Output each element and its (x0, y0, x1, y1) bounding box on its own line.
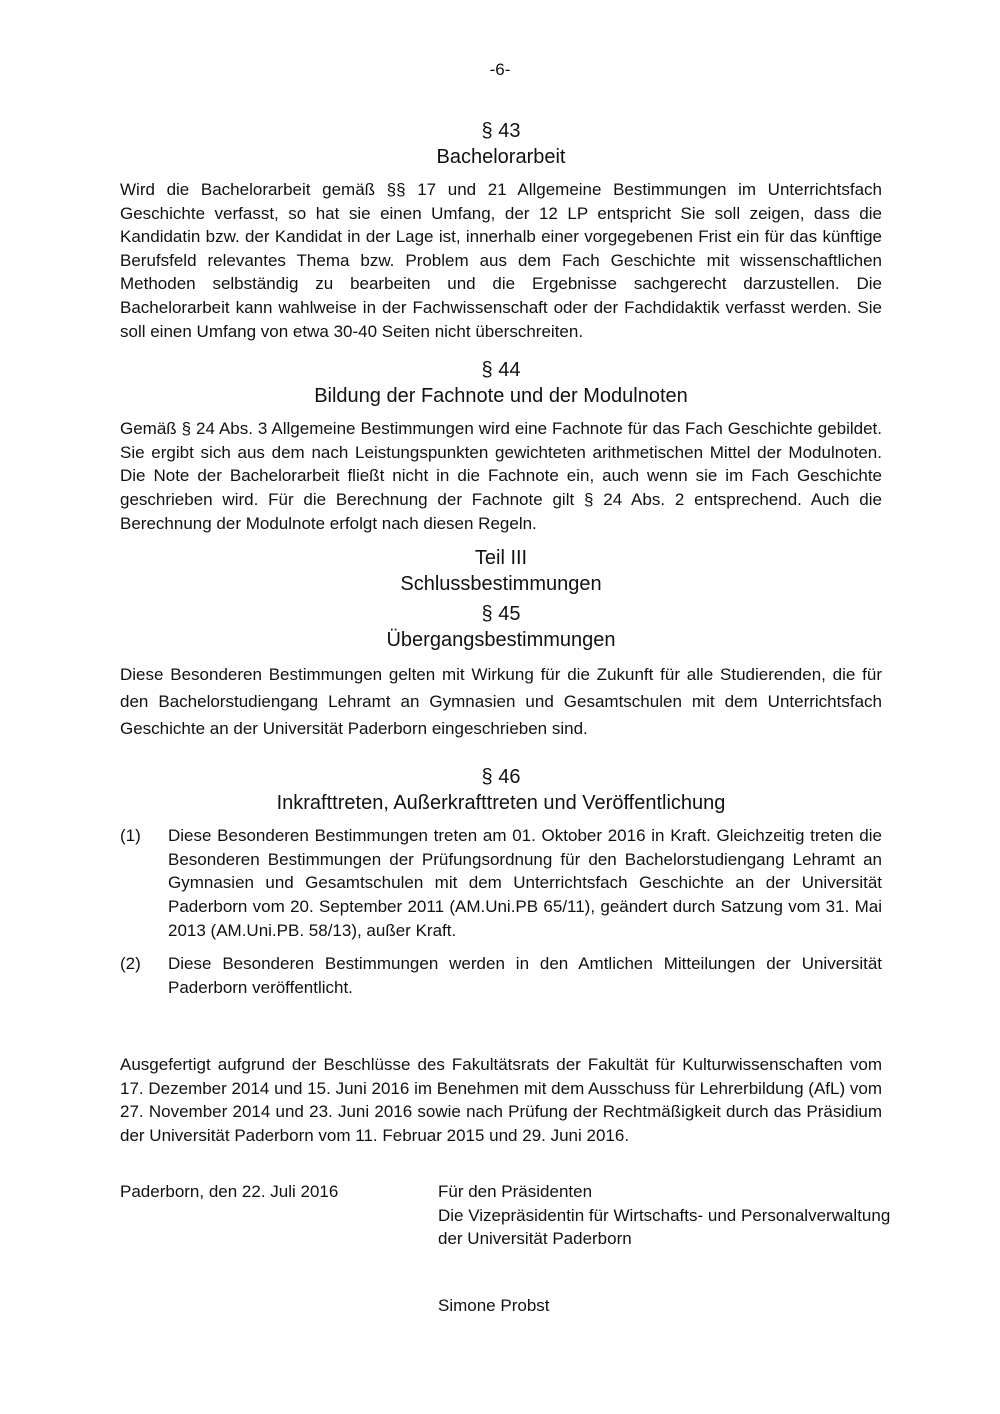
document-body (120, 118, 882, 1148)
item-marker: (2) (120, 954, 141, 974)
section-46-heading (120, 764, 882, 816)
section-45-title: Übergangsbestimmungen (386, 629, 616, 652)
section-44-heading (120, 357, 882, 409)
place-date: Paderborn, den 22. Juli 2016 (120, 1182, 339, 1201)
part-3-heading (120, 545, 882, 597)
section-46-number: § 46 (481, 766, 521, 789)
signatory-line-1: Für den Präsidenten (438, 1182, 593, 1201)
signatory-title (438, 1180, 898, 1251)
item-marker: (1) (120, 826, 141, 846)
section-46-title: Inkrafttreten, Außerkrafttreten und Veröffentlichung (276, 792, 726, 815)
signatory-line-3: der Universität Paderborn (438, 1229, 632, 1249)
signatory-name: Simone Probst (438, 1296, 550, 1315)
part-3-title: Schlussbestimmungen (400, 573, 602, 596)
section-43-heading (120, 118, 882, 170)
section-44-title: Bildung der Fachnote und der Modulnoten (314, 385, 688, 408)
section-46-item (120, 824, 882, 942)
page-number: -6- (489, 60, 511, 79)
section-43-number: § 43 (481, 120, 521, 142)
signatory-line-2: Die Vizepräsidentin für Wirtschafts- und Personalverwaltung (438, 1205, 891, 1225)
section-43-title: Bachelorarbeit (436, 146, 566, 168)
section-44-number: § 44 (481, 359, 521, 382)
item-text: Diese Besonderen Bestimmungen treten am 01. Oktober 2016 in Kraft. Gleichzeitig treten die Besonderen Bestimmungen der Prüfungsordnung für den Bachelorstudiengang Lehramt an Gymnasien und Gesamtschulen mit dem Unterrichtsfach Geschichte an der Universität Paderborn vom 20. September 2011 (AM.Uni.PB 65/11), geändert durch Satzung vom 31. Mai 2013 (AM.Uni.PB. 58/13), außer Kraft. (168, 826, 882, 940)
closing-text: Ausgefertigt aufgrund der Beschlüsse des Fakultätsrats der Fakultät für Kulturwissenschaften vom 17. Dezember 2014 und 15. Juni 2016 im Benehmen mit dem Ausschuss für Lehrerbildung (AfL) vom 27. November 2014 und 23. Juni 2016 sowie nach Prüfung der Rechtmäßigkeit durch das Präsidium der Universität Paderborn vom 11. Februar 2015 und 29. Juni 2016. (120, 1055, 882, 1146)
section-46-item (120, 952, 882, 999)
section-45-number: § 45 (481, 603, 521, 626)
part-3-number: Teil III (474, 547, 528, 570)
item-text: Diese Besonderen Bestimmungen werden in den Amtlichen Mitteilungen der Universität Paderborn veröffentlicht. (168, 954, 882, 997)
section-43-text: Wird die Bachelorarbeit gemäß §§ 17 und 21 Allgemeine Bestimmungen im Unterrichtsfach Geschichte verfasst, so hat sie einen Umfang, der 12 LP entspricht Sie soll zeigen, dass die Kandidatin bzw. der Kandidat in der Lage ist, innerhalb einer vorgegebenen Frist ein für das künftige Berufsfeld relevantes Thema bzw. Problem aus dem Fach Geschichte mit wissenschaftlichen Methoden selbständig zu bearbeiten und die Ergebnisse sachgerecht darzustellen. Die Bachelorarbeit kann wahlweise in der Fachwissenschaft oder der Fachdidaktik verfasst werden. Sie soll einen Umfang von etwa 30-40 Seiten nicht überschreiten. (120, 180, 882, 341)
section-44-text: Gemäß § 24 Abs. 3 Allgemeine Bestimmungen wird eine Fachnote für das Fach Geschichte gebildet. Sie ergibt sich aus dem nach Leistungspunkten gewichteten arithmetischen Mittel der Modulnoten. Die Note der Bachelorarbeit fließt nicht in die Fachnote ein, auch wenn sie im Fach Geschichte geschrieben wird. Für die Berechnung der Fachnote gilt § 24 Abs. 2 entsprechend. Auch die Berechnung der Modulnote erfolgt nach diesen Regeln. (120, 419, 882, 533)
section-45-text: Diese Besonderen Bestimmungen gelten mit Wirkung für die Zukunft für alle Studierenden, die für den Bachelorstudiengang Lehramt an Gymnasien und Gesamtschulen mit dem Unterrichtsfach Geschichte an der Universität Paderborn eingeschrieben sind. (120, 665, 882, 739)
section-45-heading (120, 601, 882, 653)
